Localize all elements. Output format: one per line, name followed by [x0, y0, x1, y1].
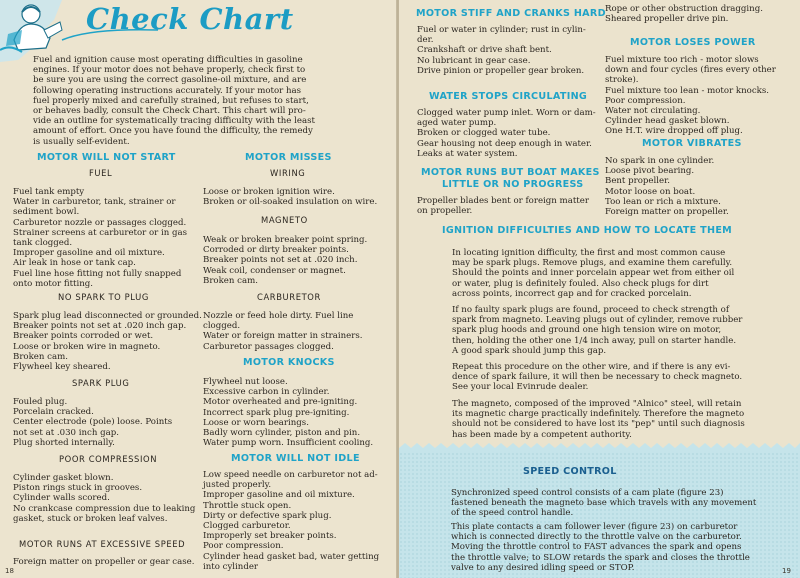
heading-motor-knocks: MOTOR KNOCKS — [243, 357, 335, 368]
list-item: Strainer screens at carburetor or in gas — [13, 227, 188, 238]
list-item: Fuel mixture too rich - motor slows — [605, 55, 759, 65]
ignition-paragraph-2 — [452, 305, 742, 356]
list-item: Motor overheated and pre-igniting. — [203, 397, 358, 408]
list-item: Cylinder head gasket bad, water getting — [203, 551, 380, 562]
stiff-cranks-list — [417, 25, 586, 76]
list-item: gasket, stuck or broken leaf valves. — [13, 513, 168, 524]
list-item: Leaks at water system. — [417, 148, 518, 159]
list-item: No spark in one cylinder. — [605, 156, 715, 166]
intro-line: vide an outline for systematically tracing difficulty with the least — [33, 116, 315, 127]
list-item: Improperly set breaker points. — [203, 531, 337, 542]
list-item: Badly worn cylinder, piston and pin. — [203, 428, 361, 439]
heading-ignition-difficulties: IGNITION DIFFICULTIES AND HOW TO LOCATE THEM — [442, 225, 733, 236]
list-item: Nozzle or feed hole dirty. Fuel line — [203, 311, 354, 321]
list-item: Weak or broken breaker point spring. — [203, 235, 368, 245]
list-item: Incorrect spark plug pre-igniting. — [203, 407, 350, 418]
list-item: Broken cam. — [13, 351, 68, 362]
list-item: Foreign matter on propeller. — [605, 207, 729, 218]
page-number-right: 19 — [782, 567, 791, 575]
intro-line: amount of effort. Once you have found the difficulty, the remedy — [33, 126, 313, 137]
list-item: Bent propeller. — [605, 176, 670, 187]
list-item: No lubricant in gear case. — [417, 55, 531, 66]
list-item: not set at .030 inch gap. — [13, 427, 119, 438]
heading-water-stops: WATER STOPS CIRCULATING — [429, 91, 588, 102]
list-item: Water pump worn. Insufficient cooling. — [203, 438, 374, 449]
list-item: Drive pinion or propeller gear broken. — [417, 65, 585, 76]
list-item: Broken cam. — [203, 275, 258, 286]
paragraph-line: In locating ignition difficulty, the first and most common cause — [452, 248, 726, 258]
poor-compression-list — [13, 473, 195, 524]
no-spark-list — [13, 311, 202, 372]
list-item: aged water pump. — [417, 118, 497, 129]
list-item: Air leak in hose or tank cap. — [13, 258, 136, 269]
intro-line: be sure you are using the correct gasoline-oil mixture, and are — [33, 75, 307, 86]
heading-motor-will-not-start: MOTOR WILL NOT START — [37, 152, 176, 163]
list-item: Breaker points corroded or wet. — [13, 331, 154, 342]
list-item: clogged. — [203, 321, 241, 332]
wiring-list — [203, 187, 377, 207]
list-item: onto motor fitting. — [13, 278, 94, 289]
list-item: Rope or other obstruction dragging. — [605, 4, 763, 14]
paragraph-line: spark from magneto. Leaving plugs out of cylinder, remove rubber — [452, 315, 743, 326]
paragraph-line: or water, plug is definitely fouled. Also check plugs for dirt — [452, 278, 709, 289]
list-item: Clogged water pump inlet. Worn or dam- — [417, 108, 596, 118]
paragraph-line: the throttle valve; to SLOW retards the spark and closes the throttle — [451, 552, 750, 563]
paragraph-line: Should the points and inner porcelain appear wet from either oil — [452, 268, 735, 279]
subheading-fuel: FUEL — [89, 168, 113, 178]
paragraph-line: then, holding the other one 1/4 inch away, pull on starter handle. — [452, 335, 737, 346]
list-item: Center electrode (pole) loose. Points — [13, 417, 173, 428]
paragraph-line: may be spark plugs. Remove plugs, and examine them carefully. — [452, 258, 733, 269]
paragraph-line: spark plug hoods and ground one high tension wire on motor, — [452, 325, 722, 336]
list-item: tank clogged. — [13, 238, 73, 249]
list-item: One H.T. wire dropped off plug. — [605, 126, 743, 137]
list-item: Piston rings stuck in grooves. — [13, 483, 143, 494]
list-item: Too lean or rich a mixture. — [605, 196, 721, 207]
paragraph-line: A good spark should jump this gap. — [452, 345, 607, 356]
intro-line: following operating instructions accurately. If your motor has — [33, 85, 302, 96]
fuel-list — [13, 187, 187, 289]
list-item: Breaker points not set at .020 inch gap. — [13, 321, 187, 332]
ignition-paragraph-3 — [452, 362, 742, 393]
list-item: No crankcase compression due to leaking — [13, 503, 196, 514]
heading-motor-vibrates: MOTOR VIBRATES — [642, 138, 742, 149]
paragraph-line: Synchronized speed control consists of a cam plate (figure 23) — [451, 488, 724, 498]
right-page — [399, 0, 800, 578]
paragraph-line: valve to any desired idling speed or STOP. — [451, 562, 635, 573]
list-item: Improper gasoline and oil mixture. — [203, 490, 355, 501]
list-item: Cylinder head gasket blown. — [605, 116, 730, 127]
paragraph-line: This plate contacts a cam follower lever (figure 23) on carburetor — [451, 522, 738, 532]
list-item: Low speed needle on carburetor not ad- — [203, 470, 378, 480]
subheading-no-spark: NO SPARK TO PLUG — [58, 292, 149, 302]
list-item: Breaker points not set at .020 inch. — [203, 255, 358, 266]
paragraph-line: Repeat this procedure on the other wire, and if there is any evi- — [452, 362, 731, 372]
list-item: Broken or clogged water tube. — [417, 128, 551, 139]
motor-will-not-idle-list — [203, 470, 379, 572]
list-item: Dirty or defective spark plug. — [203, 510, 332, 521]
heading-motor-misses: MOTOR MISSES — [245, 152, 332, 163]
list-item: sediment bowl. — [13, 207, 80, 218]
heading-runs-boat-little-1: MOTOR RUNS BUT BOAT MAKES — [421, 167, 600, 178]
speed-control-box — [399, 452, 800, 578]
speed-control-paragraph-2 — [451, 522, 750, 573]
top-right-list — [605, 4, 763, 24]
paragraph-line: The magneto, composed of the improved "Alnico" steel, will retain — [452, 399, 742, 409]
list-item: Carburetor nozzle or passages clogged. — [13, 217, 187, 228]
list-item: stroke). — [605, 75, 639, 86]
list-item: Weak coil, condenser or magnet. — [203, 265, 346, 276]
list-item: Loose or broken wire in magneto. — [13, 341, 161, 352]
list-item: Motor loose on boat. — [605, 186, 696, 197]
list-item: Carburetor passages clogged. — [203, 341, 334, 352]
carburetor-list — [203, 311, 363, 352]
runs-boat-list — [417, 196, 589, 216]
list-item: Fuel mixture too lean - motor knocks. — [605, 85, 769, 96]
list-item: Loose pivot bearing. — [605, 166, 695, 177]
paragraph-line: fastened beneath the magneto base which travels with any movement — [451, 498, 757, 509]
list-item: Fuel tank empty — [13, 187, 85, 197]
paragraph-line: of the speed control handle. — [451, 508, 574, 519]
page-title: Check Chart — [86, 2, 294, 36]
list-item: Excessive carbon in cylinder. — [203, 387, 330, 398]
list-item: Flywheel nut loose. — [203, 377, 288, 387]
subheading-spark-plug: SPARK PLUG — [72, 378, 130, 388]
spark-plug-list — [13, 397, 172, 448]
list-item: Spark plug lead disconnected or grounded. — [13, 311, 202, 321]
list-item: on propeller. — [417, 206, 473, 217]
list-item: Foreign matter on propeller or gear case. — [13, 557, 195, 567]
list-item: Water or foreign matter in strainers. — [203, 331, 363, 342]
list-item: Gear housing not deep enough in water. — [417, 138, 592, 149]
list-item: justed properly. — [203, 480, 272, 491]
list-item: Porcelain cracked. — [13, 407, 94, 418]
list-item: Loose or broken ignition wire. — [203, 187, 335, 197]
paragraph-line: has been made by a competent authority. — [452, 429, 632, 440]
paragraph-line: across points, incorrect gap and for cracked porcelain. — [452, 288, 692, 299]
list-item: Plug shorted internally. — [13, 437, 115, 448]
paragraph-line: which is connected directly to the throttle valve on the carburetor. — [451, 532, 742, 543]
heading-runs-boat-little-2: LITTLE OR NO PROGRESS — [442, 179, 584, 190]
subheading-wiring: WIRING — [270, 168, 306, 178]
motor-knocks-list — [203, 377, 373, 448]
list-item: Crankshaft or drive shaft bent. — [417, 45, 552, 56]
ignition-paragraph-1 — [452, 248, 734, 299]
subheading-carburetor: CARBURETOR — [257, 292, 321, 302]
paragraph-line: dence of spark failure, it will then be necessary to check magneto. — [452, 372, 743, 383]
list-item: Sheared propeller drive pin. — [605, 14, 729, 25]
heading-motor-loses-power: MOTOR LOSES POWER — [630, 37, 756, 48]
list-item: Water in carburetor, tank, strainer or — [13, 197, 176, 208]
magneto-list — [203, 235, 367, 286]
ignition-paragraph-4 — [452, 399, 745, 440]
paragraph-line: If no faulty spark plugs are found, proceed to check strength of — [452, 305, 730, 315]
excessive-speed-list — [13, 557, 194, 567]
list-item: Loose or worn bearings. — [203, 417, 309, 428]
water-stops-list — [417, 108, 596, 159]
intro-line: Fuel and ignition cause most operating difficulties in gasoline — [33, 55, 303, 65]
intro-line: engines. If your motor does not behave properly, check first to — [33, 65, 306, 76]
heading-stiff-cranks-hard: MOTOR STIFF AND CRANKS HARD — [416, 8, 606, 19]
list-item: Cylinder gasket blown. — [13, 473, 114, 483]
list-item: Fuel line hose fitting not fully snapped — [13, 268, 182, 279]
paragraph-line: See your local Evinrude dealer. — [452, 382, 589, 393]
list-item: Fuel or water in cylinder; rust in cylin- — [417, 25, 586, 35]
heading-speed-control: SPEED CONTROL — [523, 466, 617, 477]
list-item: Propeller blades bent or foreign matter — [417, 196, 589, 206]
heading-motor-will-not-idle: MOTOR WILL NOT IDLE — [231, 453, 360, 464]
intro-paragraph — [33, 55, 315, 147]
list-item: Clogged carburetor. — [203, 521, 291, 532]
paragraph-line: Moving the throttle control to FAST advances the spark and opens — [451, 542, 742, 553]
subheading-excessive-speed: MOTOR RUNS AT EXCESSIVE SPEED — [19, 539, 186, 549]
left-page — [0, 0, 397, 578]
list-item: Corroded or dirty breaker points. — [203, 245, 349, 256]
intro-line: fuel properly mixed and carefully strained, but refuses to start, — [33, 95, 309, 106]
list-item: Water not circulating. — [605, 106, 701, 117]
intro-line: is usually self-evident. — [33, 136, 130, 147]
list-item: Poor compression. — [203, 541, 284, 552]
list-item: Flywheel key sheared. — [13, 362, 111, 373]
list-item: Poor compression. — [605, 95, 686, 106]
list-item: Cylinder walls scored. — [13, 493, 110, 504]
list-item: into cylinder — [203, 561, 259, 572]
list-item: Throttle stuck open. — [203, 500, 292, 511]
list-item: Improper gasoline and oil mixture. — [13, 248, 165, 259]
intro-line: or behaves badly, consult the Check Chart. This chart will pro- — [33, 106, 306, 117]
list-item: Fouled plug. — [13, 397, 68, 407]
paragraph-line: should not be considered to have lost its "pep" until such diagnosis — [452, 419, 745, 430]
subheading-magneto: MAGNETO — [261, 215, 308, 225]
list-item: der. — [417, 35, 434, 46]
paragraph-line: its magnetic charge practically indefinitely. Therefore the magneto — [452, 409, 745, 420]
loses-power-list — [605, 55, 776, 137]
vibrates-list — [605, 156, 729, 217]
speed-control-paragraph-1 — [451, 488, 756, 519]
list-item: Broken or oil-soaked insulation on wire. — [203, 197, 378, 208]
page-number-left: 18 — [5, 567, 14, 575]
list-item: down and four cycles (fires every other — [605, 65, 776, 76]
subheading-poor-compression: POOR COMPRESSION — [59, 454, 158, 464]
